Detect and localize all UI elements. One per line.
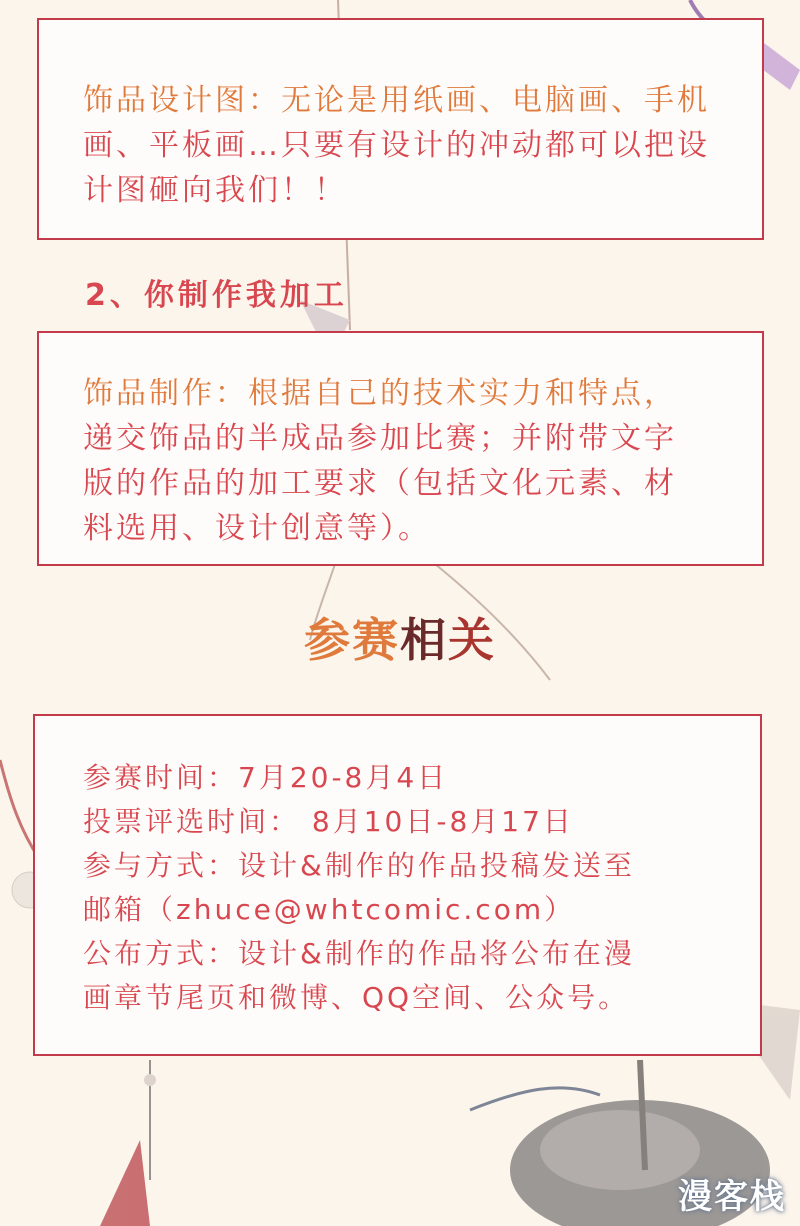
voting-time: 投票评选时间： 8月10日-8月17日 bbox=[83, 805, 574, 838]
section-title-part1: 参赛 bbox=[304, 613, 400, 667]
section-title bbox=[0, 604, 800, 670]
submission-email: 邮箱（zhuce@whtcomic.com） bbox=[83, 893, 576, 926]
announcement-channels: 画章节尾页和微博、QQ空间、公众号。 bbox=[83, 981, 630, 1014]
section-title-part3: 关 bbox=[448, 613, 496, 667]
section-title-part2: 相 bbox=[400, 613, 448, 667]
participation-method: 参与方式：设计&制作的作品投稿发送至 bbox=[83, 849, 635, 882]
box1-line-1-text: 饰品设计图：无论是用纸画、电脑画、手机 bbox=[83, 83, 710, 118]
design-drawing-box bbox=[37, 18, 764, 240]
announcement-method: 公布方式：设计&制作的作品将公布在漫 bbox=[83, 937, 635, 970]
site-watermark-logo: 漫客栈 bbox=[678, 1177, 786, 1217]
box1-line-1 bbox=[83, 78, 743, 123]
box2-line-3: 版的作品的加工要求（包括文化元素、材 bbox=[83, 466, 677, 501]
contest-time: 参赛时间：7月20-8月4日 bbox=[83, 761, 449, 794]
box1-line-2: 画、平板画…只要有设计的冲动都可以把设 bbox=[83, 128, 710, 163]
production-box bbox=[37, 331, 764, 566]
box2-line-2: 递交饰品的半成品参加比赛；并附带文字 bbox=[83, 421, 677, 456]
box2-line-4: 料选用、设计创意等）。 bbox=[83, 511, 431, 546]
box2-line-1 bbox=[83, 371, 743, 416]
box1-line-3: 计图砸向我们！！ bbox=[83, 173, 347, 208]
box2-line-1-text: 饰品制作：根据自己的技术实力和特点， bbox=[83, 376, 677, 411]
section2-heading: 2、你制作我加工 bbox=[85, 278, 348, 313]
contest-info-box bbox=[33, 714, 762, 1056]
